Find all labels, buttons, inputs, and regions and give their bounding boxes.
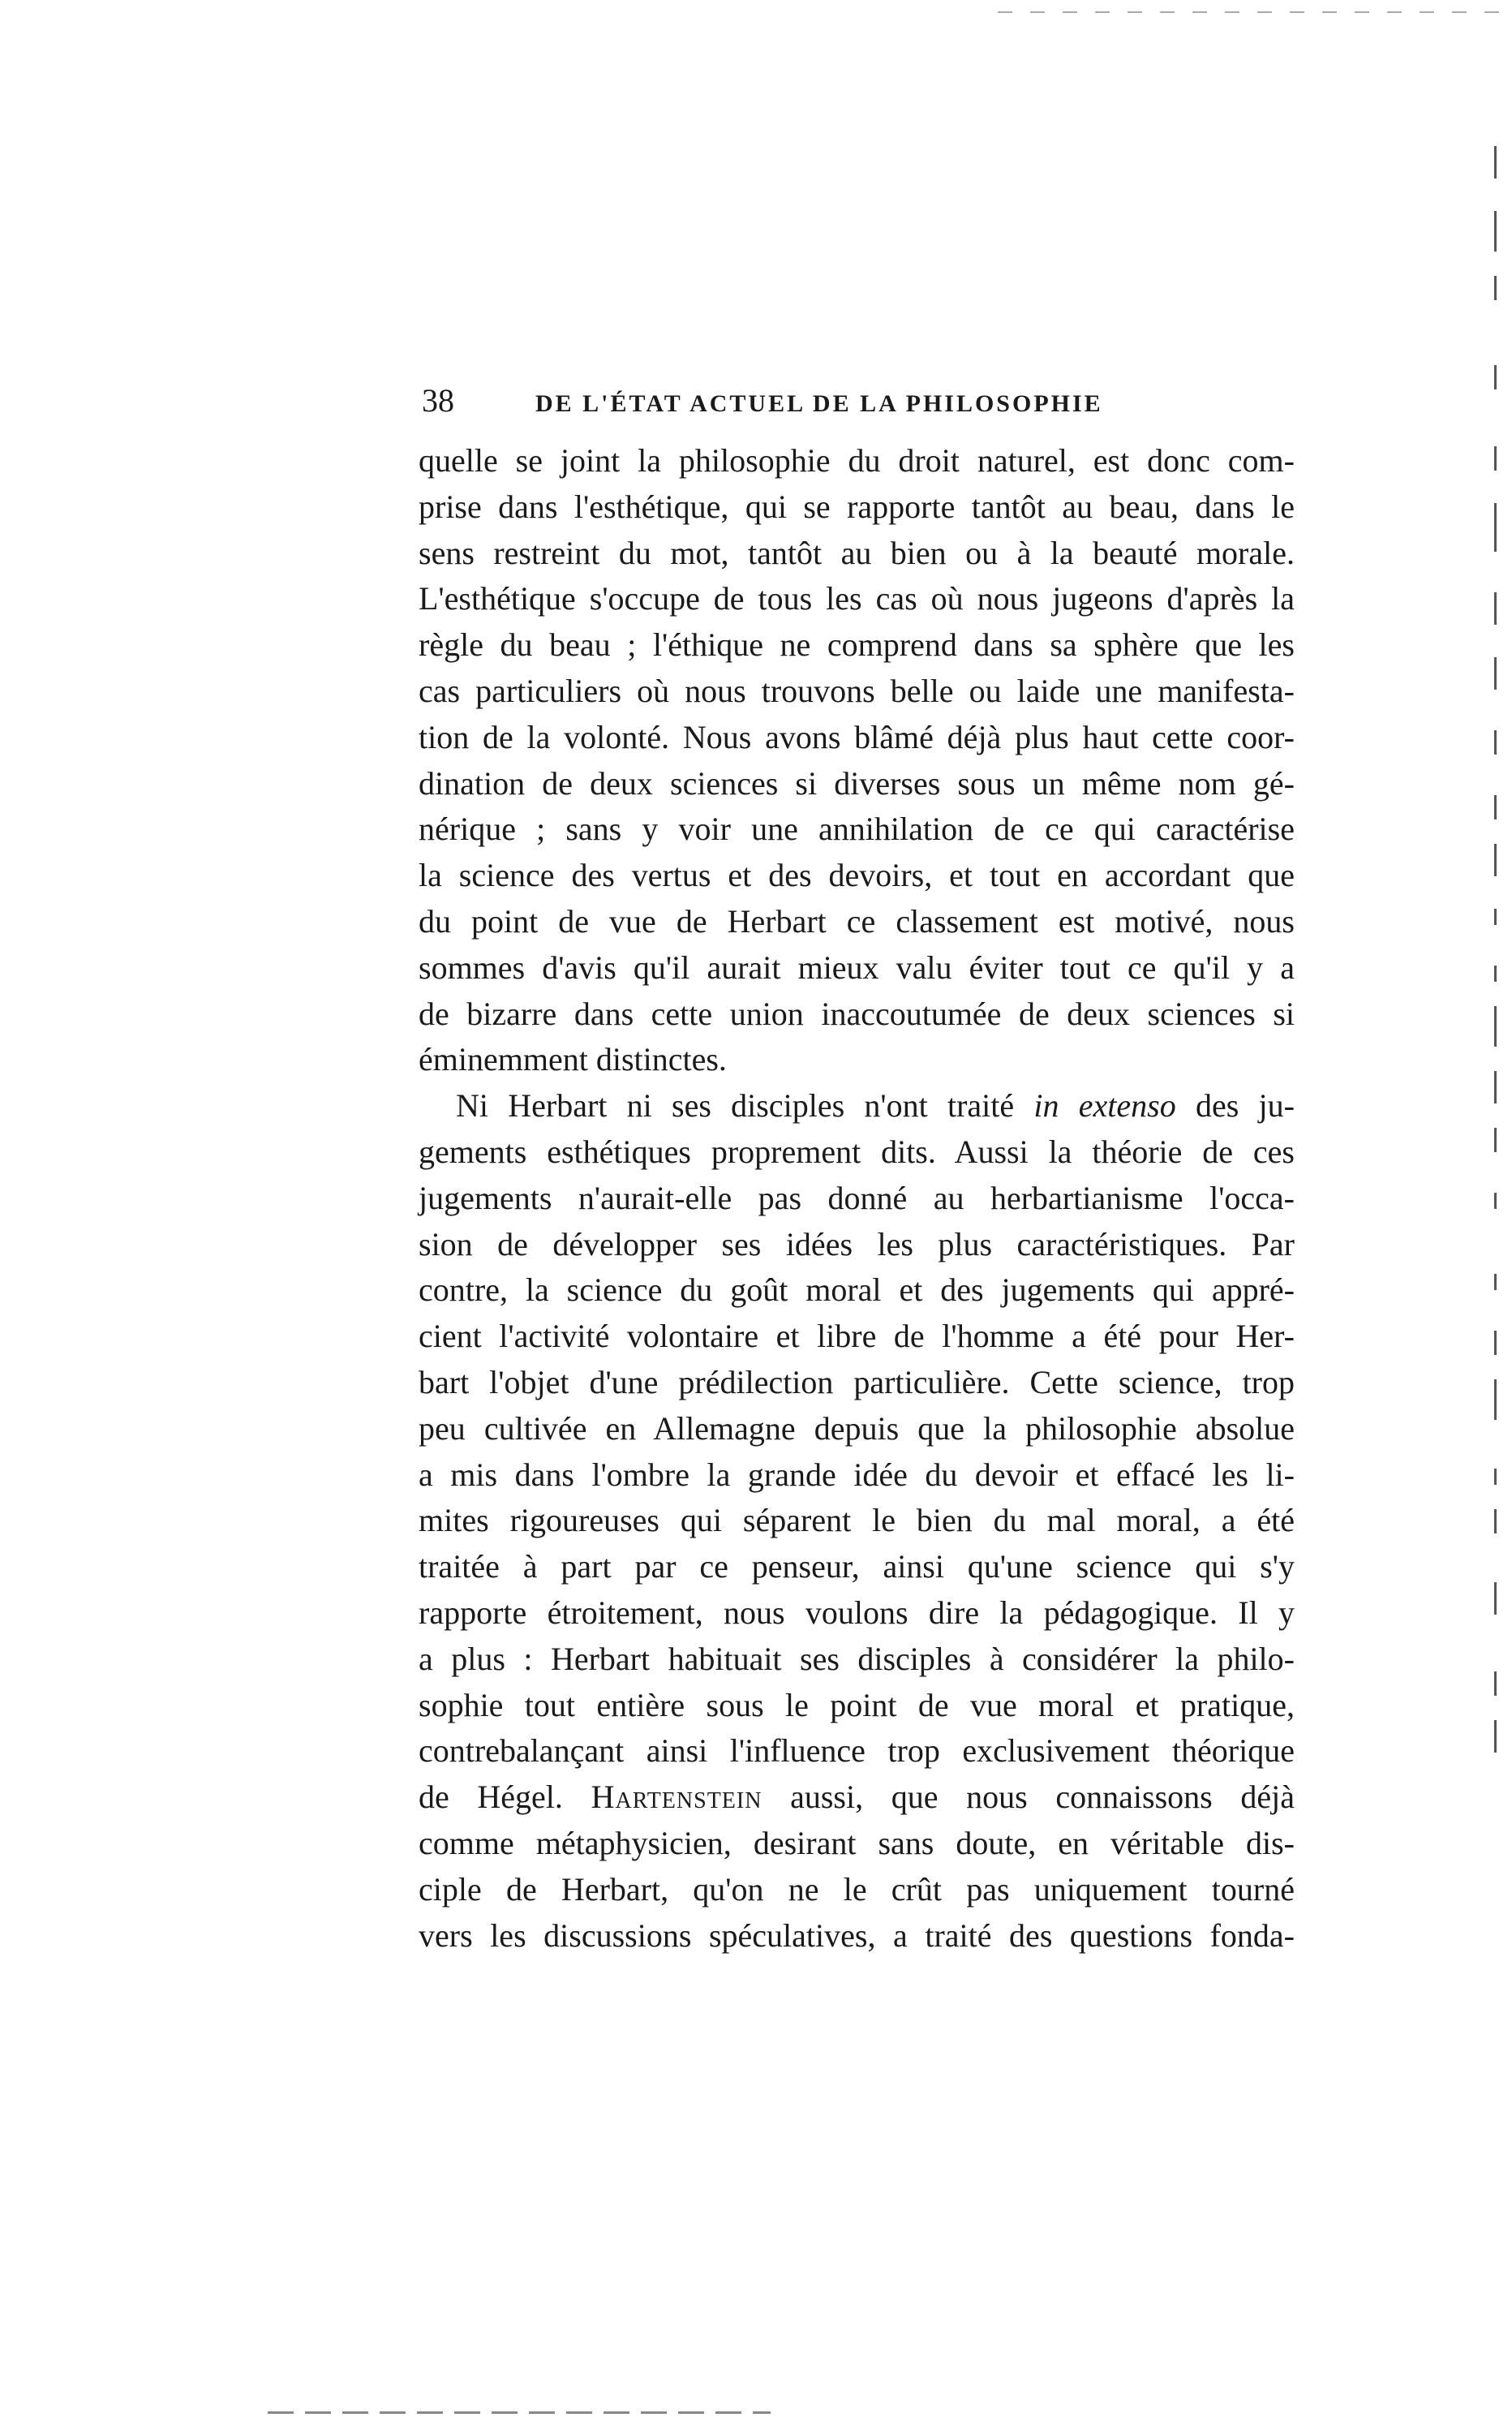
text-line-with-name — [419, 1774, 1295, 1821]
scan-mark — [1494, 365, 1497, 389]
scan-mark — [1494, 966, 1497, 982]
scan-margin-marks — [1494, 130, 1499, 1915]
scan-mark — [1494, 276, 1497, 300]
scan-mark — [1494, 657, 1497, 690]
scan-mark — [1494, 1379, 1497, 1420]
text-line: L'esthétique s'occupe de tous les cas où nous jugeons d'après la — [419, 580, 1295, 617]
paragraph-2 — [419, 1083, 1295, 1959]
scan-mark — [1494, 503, 1497, 552]
text-line: cient l'activité volontaire et libre de l'homme a été pour Her- — [419, 1318, 1295, 1355]
scan-mark — [1494, 909, 1497, 925]
scan-mark — [1494, 1720, 1497, 1753]
text-line: rapporte étroitement, nous voulons dire la pédagogique. Il y — [419, 1594, 1295, 1631]
text-line: la science des vertus et des devoirs, et tout en accordant que — [419, 857, 1295, 894]
scan-mark — [1494, 730, 1497, 755]
scan-mark — [1494, 1128, 1497, 1152]
scan-mark — [1494, 446, 1497, 471]
running-title: DE L'ÉTAT ACTUEL DE LA PHILOSOPHIE — [535, 390, 1103, 417]
text-line: peu cultivée en Allemagne depuis que la philosophie absolue — [419, 1409, 1295, 1447]
scan-edge-rule-bottom — [268, 2411, 771, 2414]
text-line: sion de développer ses idées les plus caractéristiques. Par — [419, 1225, 1295, 1262]
text-line: éminemment distinctes. — [419, 1041, 727, 1078]
text-line: ciple de Herbart, qu'on ne le crût pas uniquement tourné — [419, 1870, 1295, 1908]
italic-phrase: in extenso — [1033, 1087, 1176, 1125]
scan-mark — [1494, 1193, 1497, 1209]
text-line: sens restreint du mot, tantôt au bien ou à la beauté morale. — [419, 534, 1295, 571]
text-run: aussi, que nous connaissons déjà — [762, 1779, 1295, 1816]
text-line: sommes d'avis qu'il aurait mieux valu éviter tout ce qu'il y a — [419, 948, 1295, 986]
scan-mark — [1494, 1006, 1497, 1047]
text-line: vers les discussions spéculatives, a traité des questions fonda- — [419, 1916, 1295, 1954]
text-line: règle du beau ; l'éthique ne comprend dans sa sphère que les — [419, 626, 1295, 664]
text-line: cas particuliers où nous trouvons belle ou laide une manifesta- — [419, 672, 1295, 709]
text-line: mites rigoureuses qui séparent le bien du mal moral, a été — [419, 1502, 1295, 1539]
text-line: gements esthétiques proprement dits. Aussi la théorie de ces — [419, 1133, 1295, 1170]
text-run: des ju- — [1175, 1087, 1295, 1125]
author-name-smallcaps: Hartenstein — [591, 1779, 762, 1816]
body-text — [419, 438, 1295, 1959]
text-line: quelle se joint la philosophie du droit naturel, est donc com- — [419, 442, 1295, 479]
text-line: nérique ; sans y voir une annihilation de ce qui caractérise — [419, 811, 1295, 848]
text-line: sophie tout entière sous le point de vue moral et pratique, — [419, 1686, 1295, 1723]
text-line: prise dans l'esthétique, qui se rapporte tantôt au beau, dans le — [419, 488, 1295, 525]
scan-mark — [1494, 1469, 1497, 1485]
scan-mark — [1494, 1509, 1497, 1533]
text-line: comme métaphysicien, desirant sans doute, en véritable dis- — [419, 1824, 1295, 1861]
text-line: traitée à part par ce penseur, ainsi qu'une science qui s'y — [419, 1548, 1295, 1585]
scan-mark — [1494, 844, 1497, 876]
text-line: du point de vue de Herbart ce classement est motivé, nous — [419, 902, 1295, 940]
scan-mark — [1494, 592, 1497, 625]
text-line: bart l'objet d'une prédilection particulière. Cette science, trop — [419, 1363, 1295, 1400]
scan-mark — [1494, 1582, 1497, 1615]
page-number: 38 — [422, 382, 454, 419]
scan-mark — [1494, 146, 1497, 179]
text-line: dination de deux sciences si diverses sous un même nom gé- — [419, 764, 1295, 802]
text-line: a plus : Herbart habituait ses disciples à considérer la philo- — [419, 1640, 1295, 1677]
page-header — [422, 381, 1330, 419]
text-line: a mis dans l'ombre la grande idée du devoir et effacé les li- — [419, 1456, 1295, 1493]
text-line: contre, la science du goût moral et des jugements qui appré- — [419, 1271, 1295, 1309]
scan-mark — [1494, 1331, 1497, 1355]
text-line: de bizarre dans cette union inaccoutumée de deux sciences si — [419, 995, 1295, 1032]
text-line-first — [419, 1083, 1295, 1129]
scan-mark — [1494, 795, 1497, 819]
scan-mark — [1494, 1071, 1497, 1103]
text-line: tion de la volonté. Nous avons blâmé déjà plus haut cette coor- — [419, 718, 1295, 755]
text-run: de Hégel. — [419, 1779, 591, 1816]
text-run: Ni Herbart ni ses disciples n'ont traité — [456, 1087, 1034, 1125]
scan-mark — [1494, 1671, 1497, 1696]
scan-mark — [1494, 1274, 1497, 1290]
text-line: contrebalançant ainsi l'influence trop exclusivement théorique — [419, 1732, 1295, 1770]
text-line: jugements n'aurait-elle pas donné au herbartianisme l'occa- — [419, 1179, 1295, 1216]
paragraph-1 — [419, 438, 1295, 1083]
scan-edge-rule-top — [998, 11, 1501, 13]
scan-mark — [1494, 211, 1497, 252]
